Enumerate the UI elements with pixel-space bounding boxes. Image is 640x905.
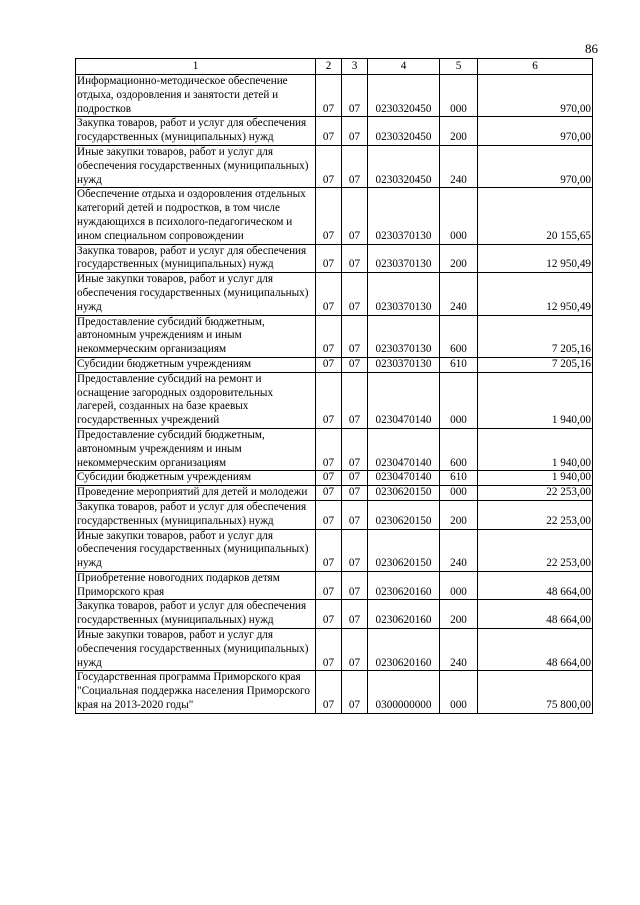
row-name: Предоставление субсидий бюджетным, автономным учреждениям и иным некоммерческим организациям	[76, 315, 316, 357]
row-expense-type: 000	[440, 671, 478, 713]
row-subsection: 07	[342, 671, 368, 713]
row-name: Обеспечение отдыха и оздоровления отдельных категорий детей и подростков, в том числе нуждающихся в психолого-педагогическом и ином специальном сопровождении	[76, 188, 316, 244]
row-expense-type: 600	[440, 315, 478, 357]
page-number: 86	[585, 41, 598, 56]
row-name: Закупка товаров, работ и услуг для обеспечения государственных (муниципальных) нужд	[76, 500, 316, 529]
table-row	[76, 471, 593, 486]
row-target-code: 0230470140	[368, 428, 440, 470]
row-name: Информационно-методическое обеспечение отдыха, оздоровления и занятости детей и подростков	[76, 75, 316, 117]
row-target-code: 0230620150	[368, 500, 440, 529]
row-section: 07	[316, 117, 342, 146]
row-name: Государственная программа Приморского края "Социальная поддержка населения Приморского края на 2013-2020 годы"	[76, 671, 316, 713]
row-target-code: 0230620150	[368, 486, 440, 501]
row-expense-type: 000	[440, 372, 478, 428]
row-target-code: 0230470140	[368, 471, 440, 486]
row-subsection: 07	[342, 357, 368, 372]
row-subsection: 07	[342, 315, 368, 357]
header-row	[76, 59, 593, 75]
header-col-5: 5	[440, 59, 478, 75]
row-subsection: 07	[342, 244, 368, 273]
table-header	[76, 59, 593, 75]
row-subsection: 07	[342, 372, 368, 428]
row-expense-type: 240	[440, 529, 478, 571]
table-row	[76, 600, 593, 629]
row-expense-type: 000	[440, 188, 478, 244]
row-amount: 970,00	[478, 145, 593, 187]
table-row	[76, 629, 593, 671]
row-target-code: 0230620160	[368, 629, 440, 671]
row-section: 07	[316, 629, 342, 671]
row-subsection: 07	[342, 500, 368, 529]
row-expense-type: 240	[440, 145, 478, 187]
row-subsection: 07	[342, 471, 368, 486]
row-expense-type: 610	[440, 357, 478, 372]
row-section: 07	[316, 486, 342, 501]
row-subsection: 07	[342, 188, 368, 244]
row-target-code: 0230620160	[368, 571, 440, 600]
row-subsection: 07	[342, 273, 368, 315]
table-row	[76, 357, 593, 372]
row-amount: 48 664,00	[478, 629, 593, 671]
row-expense-type: 200	[440, 600, 478, 629]
row-target-code: 0230320450	[368, 75, 440, 117]
row-amount: 22 253,00	[478, 500, 593, 529]
row-target-code: 0230370130	[368, 244, 440, 273]
table-row	[76, 244, 593, 273]
row-target-code: 0230320450	[368, 145, 440, 187]
row-section: 07	[316, 244, 342, 273]
table-row	[76, 486, 593, 501]
row-amount: 7 205,16	[478, 315, 593, 357]
budget-table	[75, 58, 593, 714]
table-row	[76, 571, 593, 600]
table-row	[76, 117, 593, 146]
row-target-code: 0230620160	[368, 600, 440, 629]
table-row	[76, 500, 593, 529]
row-name: Субсидии бюджетным учреждениям	[76, 357, 316, 372]
row-amount: 1 940,00	[478, 372, 593, 428]
row-section: 07	[316, 372, 342, 428]
row-name: Проведение мероприятий для детей и молодежи	[76, 486, 316, 501]
row-section: 07	[316, 428, 342, 470]
row-name: Закупка товаров, работ и услуг для обеспечения государственных (муниципальных) нужд	[76, 600, 316, 629]
header-col-3: 3	[342, 59, 368, 75]
row-target-code: 0230320450	[368, 117, 440, 146]
table-row	[76, 315, 593, 357]
row-amount: 48 664,00	[478, 571, 593, 600]
row-subsection: 07	[342, 529, 368, 571]
table-row	[76, 188, 593, 244]
row-section: 07	[316, 188, 342, 244]
row-name: Приобретение новогодних подарков детям Приморского края	[76, 571, 316, 600]
row-amount: 1 940,00	[478, 471, 593, 486]
row-expense-type: 240	[440, 629, 478, 671]
row-name: Закупка товаров, работ и услуг для обеспечения государственных (муниципальных) нужд	[76, 117, 316, 146]
table-row	[76, 145, 593, 187]
row-name: Иные закупки товаров, работ и услуг для обеспечения государственных (муниципальных) нужд	[76, 629, 316, 671]
row-name: Субсидии бюджетным учреждениям	[76, 471, 316, 486]
row-target-code: 0230470140	[368, 372, 440, 428]
row-section: 07	[316, 571, 342, 600]
table-row	[76, 75, 593, 117]
row-section: 07	[316, 273, 342, 315]
row-amount: 970,00	[478, 117, 593, 146]
row-amount: 48 664,00	[478, 600, 593, 629]
row-section: 07	[316, 600, 342, 629]
row-amount: 970,00	[478, 75, 593, 117]
row-section: 07	[316, 500, 342, 529]
row-expense-type: 600	[440, 428, 478, 470]
row-target-code: 0230370130	[368, 273, 440, 315]
row-target-code: 0230370130	[368, 357, 440, 372]
table-body	[76, 75, 593, 714]
row-amount: 22 253,00	[478, 486, 593, 501]
row-expense-type: 610	[440, 471, 478, 486]
row-section: 07	[316, 75, 342, 117]
row-amount: 75 800,00	[478, 671, 593, 713]
row-expense-type: 240	[440, 273, 478, 315]
row-name: Предоставление субсидий бюджетным, автономным учреждениям и иным некоммерческим организациям	[76, 428, 316, 470]
row-expense-type: 000	[440, 75, 478, 117]
row-expense-type: 200	[440, 500, 478, 529]
row-target-code: 0230370130	[368, 188, 440, 244]
row-name: Иные закупки товаров, работ и услуг для обеспечения государственных (муниципальных) нужд	[76, 273, 316, 315]
row-expense-type: 200	[440, 117, 478, 146]
header-col-6: 6	[478, 59, 593, 75]
row-section: 07	[316, 471, 342, 486]
row-amount: 22 253,00	[478, 529, 593, 571]
row-subsection: 07	[342, 600, 368, 629]
row-subsection: 07	[342, 629, 368, 671]
header-col-4: 4	[368, 59, 440, 75]
row-amount: 12 950,49	[478, 273, 593, 315]
row-expense-type: 000	[440, 486, 478, 501]
table-row	[76, 372, 593, 428]
row-subsection: 07	[342, 75, 368, 117]
row-amount: 7 205,16	[478, 357, 593, 372]
table-row	[76, 273, 593, 315]
row-amount: 20 155,65	[478, 188, 593, 244]
row-target-code: 0300000000	[368, 671, 440, 713]
row-name: Предоставление субсидий на ремонт и оснащение загородных оздоровительных лагерей, созданных на базе краевых государственных учреждений	[76, 372, 316, 428]
row-subsection: 07	[342, 145, 368, 187]
table-row	[76, 428, 593, 470]
table-row	[76, 529, 593, 571]
row-name: Иные закупки товаров, работ и услуг для обеспечения государственных (муниципальных) нужд	[76, 145, 316, 187]
header-col-2: 2	[316, 59, 342, 75]
row-expense-type: 000	[440, 571, 478, 600]
row-target-code: 0230370130	[368, 315, 440, 357]
row-name: Иные закупки товаров, работ и услуг для обеспечения государственных (муниципальных) нужд	[76, 529, 316, 571]
row-target-code: 0230620150	[368, 529, 440, 571]
row-expense-type: 200	[440, 244, 478, 273]
row-subsection: 07	[342, 486, 368, 501]
row-subsection: 07	[342, 428, 368, 470]
row-amount: 1 940,00	[478, 428, 593, 470]
row-amount: 12 950,49	[478, 244, 593, 273]
row-section: 07	[316, 145, 342, 187]
table-row	[76, 671, 593, 713]
row-section: 07	[316, 315, 342, 357]
header-col-1: 1	[76, 59, 316, 75]
row-section: 07	[316, 671, 342, 713]
row-subsection: 07	[342, 117, 368, 146]
row-name: Закупка товаров, работ и услуг для обеспечения государственных (муниципальных) нужд	[76, 244, 316, 273]
row-section: 07	[316, 357, 342, 372]
row-section: 07	[316, 529, 342, 571]
row-subsection: 07	[342, 571, 368, 600]
